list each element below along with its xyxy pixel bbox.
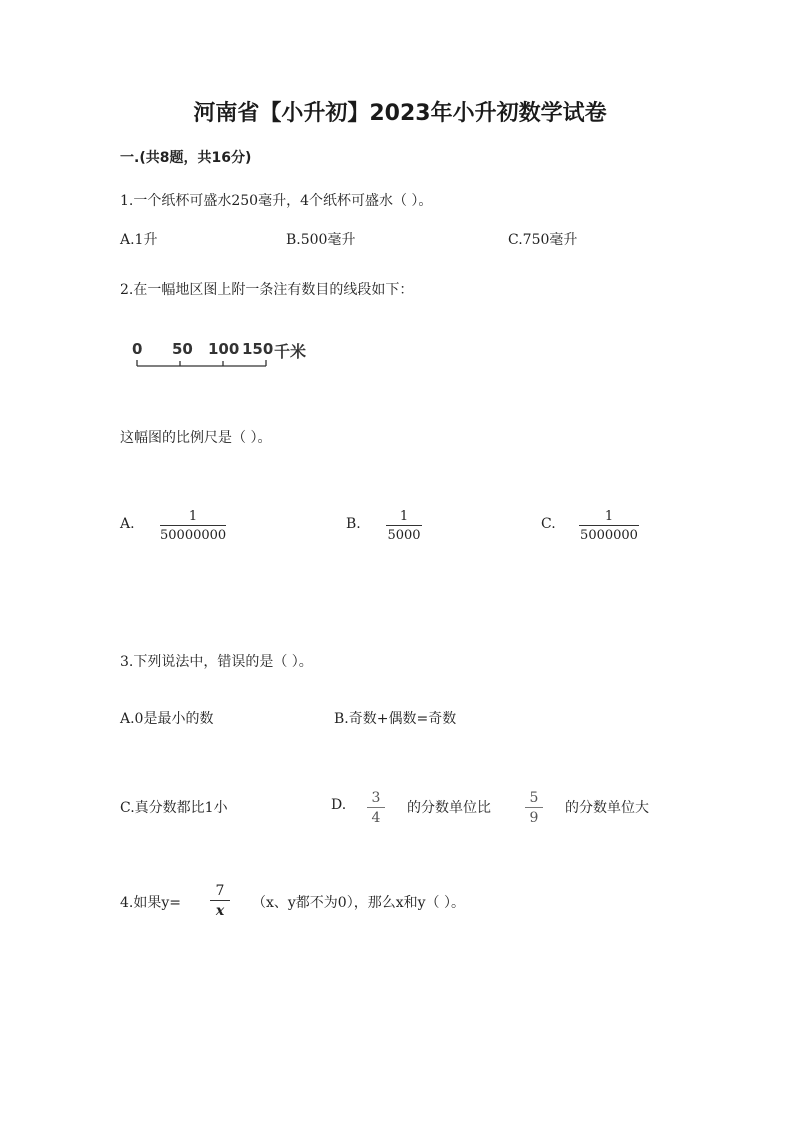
fraction-denominator: 50000000	[160, 528, 227, 543]
fraction-numerator: 5	[529, 790, 539, 806]
question-1-stem: 1.一个纸杯可盛水250毫升，4个纸杯可盛水（ ）。	[120, 193, 433, 209]
question-2-option-a-fraction	[160, 510, 226, 542]
fraction-numerator: 1	[188, 509, 198, 524]
question-4-suffix: （x、y都不为0），那么x和y（ ）。	[252, 895, 465, 911]
question-1-option-c: C.750毫升	[508, 232, 578, 248]
question-3-option-a: A.0是最小的数	[120, 711, 214, 727]
fraction-numerator: 1	[399, 509, 409, 524]
question-2-option-c-fraction	[579, 510, 639, 542]
fraction-denominator: 4	[371, 810, 381, 826]
fraction-numerator: 3	[371, 790, 381, 806]
question-2-option-b-label: B.	[346, 516, 361, 532]
fraction-denominator: x	[215, 903, 225, 919]
fraction-numerator: 7	[215, 883, 225, 899]
scale-tick-label: 150	[242, 340, 274, 358]
question-4-prefix: 4.如果y=	[120, 895, 181, 911]
fraction-denominator: 5000	[387, 528, 421, 543]
question-2-option-b-fraction	[386, 510, 422, 542]
question-3-option-c: C.真分数都比1小	[120, 800, 228, 816]
question-2-option-a-label: A.	[120, 516, 135, 532]
question-3-option-d-fraction-2	[525, 791, 543, 825]
question-3-option-b: B.奇数+偶数=奇数	[334, 711, 457, 727]
page-title: 河南省【小升初】2023年小升初数学试卷	[193, 101, 607, 126]
scale-tick-label: 100	[208, 340, 240, 358]
question-3-option-d-label: D.	[331, 797, 347, 813]
question-3-stem: 3.下列说法中，错误的是（ ）。	[120, 654, 313, 670]
question-3-option-d-fraction-1	[367, 791, 385, 825]
scale-bar-figure	[128, 336, 328, 376]
scale-tick-label: 50	[172, 340, 193, 358]
question-3-option-d-middle-text: 的分数单位比	[407, 800, 491, 816]
fraction-denominator: 5000000	[580, 528, 638, 543]
scale-tick-label: 0	[132, 340, 143, 358]
question-1-option-a: A.1升	[120, 232, 158, 248]
question-1-option-b: B.500毫升	[286, 232, 356, 248]
fraction-denominator: 9	[529, 810, 539, 826]
scale-unit-label: 千米	[274, 342, 307, 361]
question-2-option-c-label: C.	[541, 516, 556, 532]
question-2-stem: 2.在一幅地区图上附一条注有数目的线段如下：	[120, 282, 414, 298]
question-4-fraction	[210, 884, 230, 918]
question-3-option-d-tail-text: 的分数单位大	[565, 800, 649, 816]
scale-line	[128, 358, 278, 370]
section-heading: 一.(共8题，共16分)	[120, 150, 252, 166]
question-2-prompt: 这幅图的比例尺是（ ）。	[120, 430, 272, 446]
fraction-numerator: 1	[604, 509, 614, 524]
